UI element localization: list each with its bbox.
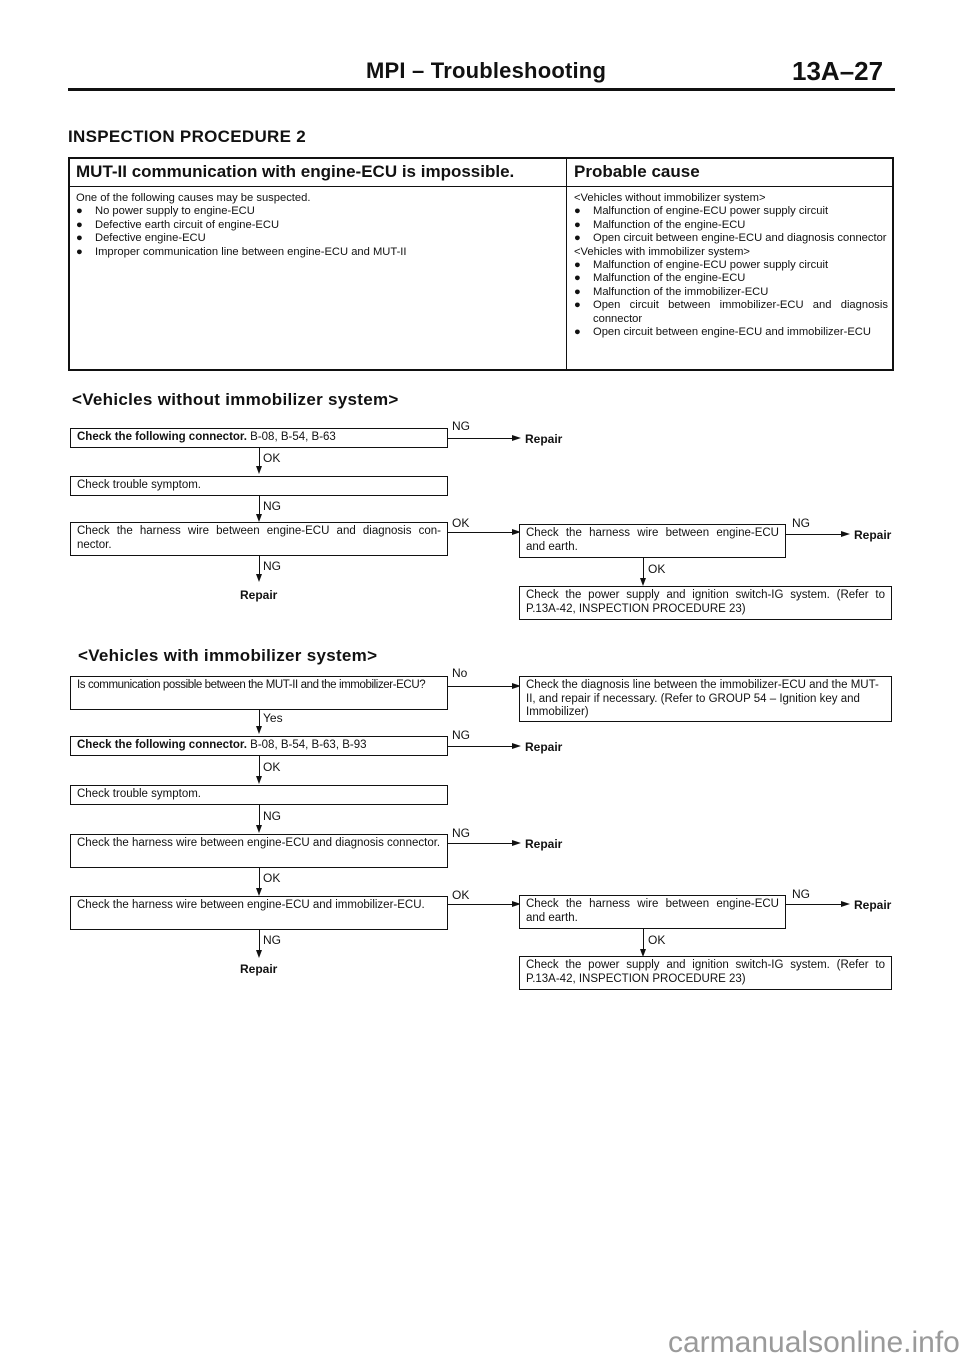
- cause-bullet: ● Open circuit between immobilizer-ECU and diagnosis connector: [574, 299, 888, 325]
- cause-header: Probable cause: [574, 162, 700, 181]
- connector-line: [448, 904, 512, 905]
- flow1-step-check-connector: Check the following connector. B-08, B-54, B-63: [70, 428, 448, 448]
- arrow-down-icon: [256, 514, 262, 522]
- connector-line: [259, 448, 260, 468]
- procedure-title: INSPECTION PROCEDURE 2: [68, 127, 307, 146]
- repair-label: Repair: [240, 962, 278, 976]
- branch-label: OK: [263, 451, 281, 465]
- bullet-icon: ●: [574, 272, 581, 285]
- arrow-down-icon: [256, 950, 262, 958]
- connector-line: [448, 532, 512, 533]
- symptom-bullet: ● Defective engine-ECU: [76, 232, 206, 245]
- watermark: carmanualsonline.info: [668, 1326, 960, 1359]
- connector-line: [259, 805, 260, 827]
- arrow-down-icon: [256, 466, 262, 474]
- arrow-down-icon: [256, 574, 262, 582]
- bullet-icon: ●: [574, 299, 581, 312]
- branch-label: NG: [792, 887, 810, 901]
- arrow-down-icon: [256, 825, 262, 833]
- bullet-icon: ●: [574, 326, 581, 339]
- flow1-step-harness-earth: Check the harness wire between engine-ECU and earth.: [519, 524, 786, 558]
- connector-line: [259, 756, 260, 778]
- section-title: MPI – Troubleshooting: [366, 58, 607, 83]
- bullet-icon: ●: [76, 205, 83, 218]
- flow2-step-power-supply: Check the power supply and ignition switch-IG system. (Refer to P.13A-42, INSPECTION PROCEDURE 23): [519, 956, 892, 990]
- repair-label: Repair: [854, 898, 892, 912]
- connector-line: [448, 438, 512, 439]
- branch-label: NG: [452, 728, 470, 742]
- connector-line: [448, 843, 512, 844]
- branch-label: OK: [648, 933, 666, 947]
- connector-line: [643, 558, 644, 580]
- branch-label: NG: [263, 809, 281, 823]
- repair-label: Repair: [240, 588, 278, 602]
- connector-line: [259, 556, 260, 576]
- page-number: 13A–27: [792, 56, 884, 86]
- cause-bullet: ● Open circuit between engine-ECU and immobilizer-ECU: [574, 326, 871, 339]
- arrow-right-icon: [512, 743, 521, 749]
- connector-line: [786, 534, 841, 535]
- flow2-step-check-symptom: Check trouble symptom.: [70, 785, 448, 805]
- cause-bullet: ● Malfunction of engine-ECU power supply circuit: [574, 205, 829, 218]
- arrow-right-icon: [512, 840, 521, 846]
- symptom-bullet: ● No power supply to engine-ECU: [76, 205, 255, 218]
- branch-label: OK: [263, 760, 281, 774]
- cause-bullet: ● Malfunction of engine-ECU power supply circuit: [574, 259, 829, 272]
- repair-label: Repair: [525, 837, 563, 851]
- bullet-icon: ●: [574, 259, 581, 272]
- symptom-intro: One of the following causes may be suspected.: [76, 192, 311, 204]
- branch-label: Yes: [263, 711, 283, 725]
- branch-label: OK: [452, 516, 470, 530]
- symptom-cause-table: [68, 157, 894, 371]
- symptom-bullet: ● Improper communication line between engine-ECU and MUT-II: [76, 245, 407, 258]
- symptom-bullet: ● Defective earth circuit of engine-ECU: [76, 218, 280, 231]
- flow2-step-diagnosis-line: Check the diagnosis line between the immobilizer-ECU and the MUT-II, and repair if necessary. (Refer to GROUP 54 – Ignition key and Immobilizer): [519, 676, 892, 722]
- arrow-down-icon: [256, 726, 262, 734]
- flow1-step-check-symptom: Check trouble symptom.: [70, 476, 448, 496]
- cause-group-label: <Vehicles without immobilizer system>: [574, 192, 766, 204]
- connector-line: [786, 904, 841, 905]
- repair-label: Repair: [854, 528, 892, 542]
- bullet-icon: ●: [76, 218, 83, 231]
- arrow-right-icon: [841, 901, 850, 907]
- connector-line: [448, 746, 512, 747]
- connector-line: [448, 686, 512, 687]
- cause-bullet: ● Malfunction of the engine-ECU: [574, 218, 746, 231]
- repair-label: Repair: [525, 432, 563, 446]
- arrow-down-icon: [256, 888, 262, 896]
- arrow-down-icon: [256, 776, 262, 784]
- branch-label: NG: [792, 516, 810, 530]
- symptom-header: MUT-II communication with engine-ECU is impossible.: [76, 162, 515, 181]
- header-divider: [70, 186, 892, 187]
- branch-label: NG: [263, 933, 281, 947]
- bullet-icon: ●: [574, 285, 581, 298]
- connector-line: [259, 868, 260, 890]
- arrow-down-icon: [640, 578, 646, 586]
- column-divider: [566, 159, 567, 369]
- branch-label: NG: [263, 499, 281, 513]
- branch-label: No: [452, 666, 468, 680]
- cause-bullet: ● Malfunction of the immobilizer-ECU: [574, 285, 769, 298]
- arrow-right-icon: [512, 435, 521, 441]
- bullet-icon: ●: [574, 232, 581, 245]
- cause-bullet: ● Open circuit between engine-ECU and diagnosis connector: [574, 232, 887, 245]
- branch-label: OK: [263, 871, 281, 885]
- branch-label: OK: [648, 562, 666, 576]
- bullet-icon: ●: [76, 245, 83, 258]
- branch-label: NG: [452, 826, 470, 840]
- flow2-step-communication-question: Is communication possible between the MUT-II and the immobilizer-ECU?: [70, 676, 448, 710]
- bullet-icon: ●: [76, 232, 83, 245]
- connector-line: [259, 496, 260, 516]
- bullet-icon: ●: [574, 205, 581, 218]
- branch-label: OK: [452, 888, 470, 902]
- flow2-step-harness-immobilizer: Check the harness wire between engine-ECU and immobilizer-ECU.: [70, 896, 448, 930]
- connector-line: [643, 929, 644, 951]
- header-rule: [68, 88, 895, 91]
- flow2-title: <Vehicles with immobilizer system>: [78, 646, 378, 665]
- branch-label: NG: [263, 559, 281, 573]
- symptom-cell: [76, 192, 556, 259]
- cause-group-label: <Vehicles with immobilizer system>: [574, 245, 750, 258]
- connector-line: [259, 930, 260, 952]
- flow2-step-harness-earth: Check the harness wire between engine-ECU and earth.: [519, 895, 786, 929]
- arrow-right-icon: [841, 531, 850, 537]
- flow2-step-check-connector: Check the following connector. B-08, B-54, B-63, B-93: [70, 736, 448, 756]
- flow2-step-harness-diagnosis: Check the harness wire between engine-ECU and diagnosis connector.: [70, 834, 448, 868]
- flow1-step-power-supply: Check the power supply and ignition switch-IG system. (Refer to P.13A-42, INSPECTION PROCEDURE 23): [519, 586, 892, 620]
- flow1-title: <Vehicles without immobilizer system>: [72, 390, 399, 409]
- repair-label: Repair: [525, 740, 563, 754]
- cause-bullet: ● Malfunction of the engine-ECU: [574, 272, 746, 285]
- cause-cell: [574, 192, 888, 339]
- flow1-step-harness-diagnosis: Check the harness wire between engine-ECU and diagnosis con-nector.: [70, 522, 448, 556]
- bullet-icon: ●: [574, 218, 581, 231]
- branch-label: NG: [452, 419, 470, 433]
